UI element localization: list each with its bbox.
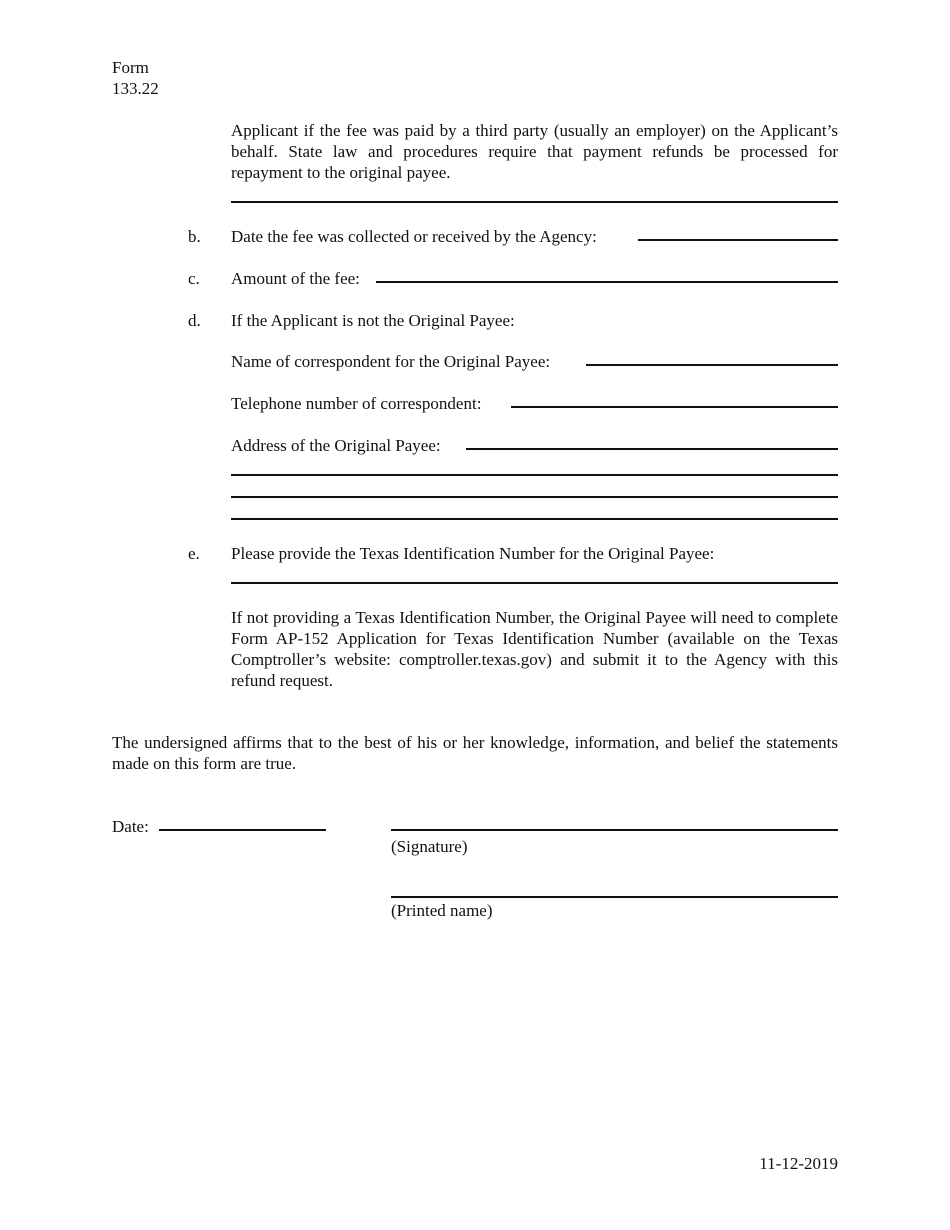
signature-field[interactable] (391, 829, 838, 831)
texas-id-note: If not providing a Texas Identification Number, the Original Payee will need to complete Form AP-152 Application for Texas Identification Number (available on the Texas Comptroller’s website: comptroller.texas.gov) and submit it to the Agency with this refund request. (231, 608, 838, 690)
correspondent-label: Name of correspondent for the Original Payee: (231, 352, 551, 371)
form-number: 133.22 (112, 79, 159, 98)
address-field-line-1[interactable] (466, 448, 838, 450)
item-b-letter: b. (188, 227, 201, 246)
printed-name-field[interactable] (391, 896, 838, 898)
address-label: Address of the Original Payee: (231, 436, 441, 455)
item-b-label: Date the fee was collected or received by the Agency: (231, 227, 597, 246)
item-d-label: If the Applicant is not the Original Payee: (231, 311, 515, 330)
item-c-letter: c. (188, 269, 200, 288)
fee-amount-field[interactable] (376, 281, 838, 283)
item-a-answer-line[interactable] (231, 201, 838, 203)
affirmation-statement: The undersigned affirms that to the best of his or her knowledge, information, and belief the statements made on this form are true. (112, 733, 838, 773)
signature-date-field[interactable] (159, 829, 326, 831)
printed-name-caption: (Printed name) (391, 901, 493, 920)
address-field-line-4[interactable] (231, 518, 838, 520)
form-word: Form (112, 58, 149, 77)
address-field-line-2[interactable] (231, 474, 838, 476)
address-field-line-3[interactable] (231, 496, 838, 498)
intro-paragraph: Applicant if the fee was paid by a third party (usually an employer) on the Applicant’s behalf. State law and procedures require that payment refunds be processed for repayment to the original payee. (231, 121, 838, 182)
item-e-letter: e. (188, 544, 200, 563)
correspondent-name-field[interactable] (586, 364, 838, 366)
form-label (112, 57, 159, 99)
signature-caption: (Signature) (391, 837, 468, 856)
texas-id-number-field[interactable] (231, 582, 838, 584)
fee-date-field[interactable] (638, 239, 838, 241)
revision-date: 11-12-2019 (759, 1154, 838, 1173)
correspondent-telephone-field[interactable] (511, 406, 838, 408)
item-d-letter: d. (188, 311, 201, 330)
item-e-label: Please provide the Texas Identification Number for the Original Payee: (231, 544, 715, 563)
item-c-label: Amount of the fee: (231, 269, 360, 288)
telephone-label: Telephone number of correspondent: (231, 394, 482, 413)
date-label: Date: (112, 817, 149, 836)
